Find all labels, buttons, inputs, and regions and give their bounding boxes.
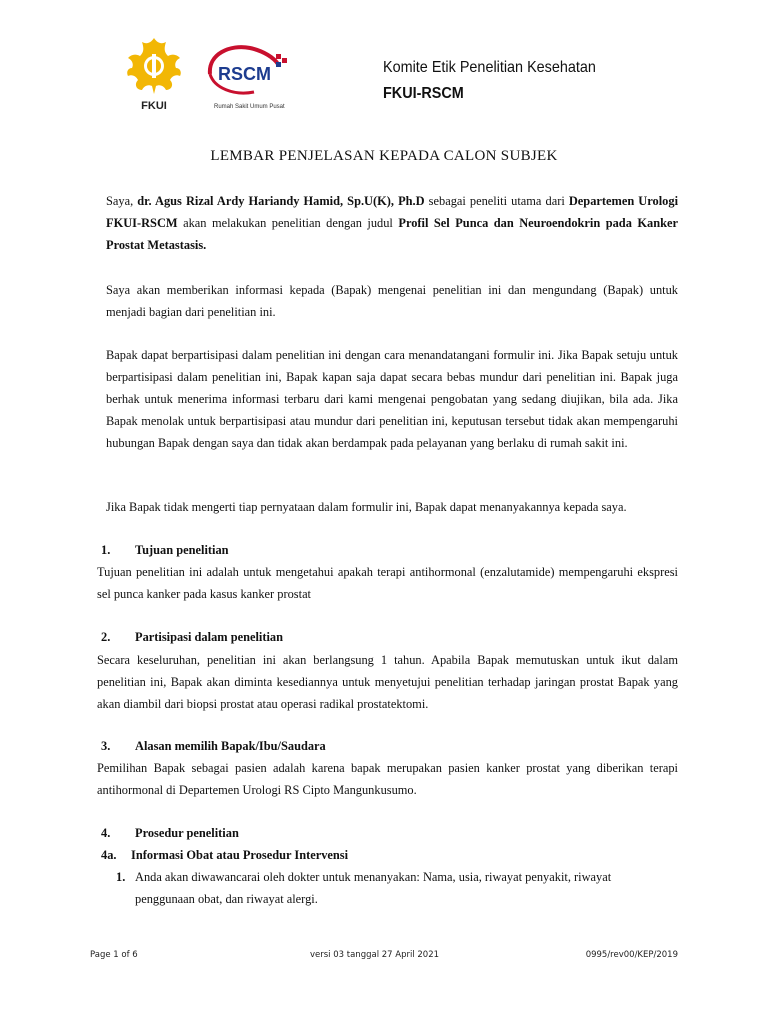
intro-paragraph-3: Bapak dapat berpartisipasi dalam penelitian ini dengan cara menandatangani formulir ini. Jika Bapak setuju untuk berpartisipasi dalam penelitian ini, Bapak kapan saja dapat secara bebas mundur dari penelitian ini. Bapak juga berhak untuk menerima informasi terbaru dari kami mengenai pengobatan yang sedang diujikan, bila ada. Jika Bapak menolak untuk berpartisipasi atau mundur dari penelitian ini, keputusan tersebut tidak akan mempengaruhi hubungan Bapak dengan saya dan tidak akan berdampak pada pelayanan yang berlaku di rumah sakit ini. [106, 348, 678, 450]
rscm-subtext: Rumah Sakit Umum Pusat [214, 104, 285, 110]
rscm-logo-text: RSCM [218, 64, 271, 84]
section-1-heading [101, 539, 229, 561]
fkui-emblem-icon [122, 34, 186, 98]
intro-paragraph-4: Jika Bapak tidak mengerti tiap pernyataan dalam formulir ini, Bapak dapat menanyakannya kepada saya. [106, 500, 627, 514]
section-2-number: 2. [101, 630, 111, 644]
section-4a-item-1-number: 1. [116, 870, 126, 884]
footer-version: versi 03 tanggal 27 April 2021 [310, 950, 440, 960]
intro-p1-mid2: akan melakukan penelitian dengan judul [177, 216, 399, 230]
section-4-heading [101, 822, 239, 844]
section-1-title: Tujuan penelitian [135, 543, 229, 557]
intro-paragraph-2: Saya akan memberikan informasi kepada (Bapak) mengenai penelitian ini dan mengundang (Bapak) untuk menjadi bagian dari penelitian ini. [106, 283, 678, 319]
section-3-number: 3. [101, 739, 111, 753]
section-4a-heading [101, 844, 348, 866]
footer-page-number: Page 1 of 6 [90, 950, 138, 960]
study-title: Profil Sel Punca dan Neuroendokrin pada Kanker Prostat Metastasis. [106, 216, 678, 252]
fkui-logo [118, 34, 190, 120]
fkui-logo-text: FKUI [141, 100, 167, 112]
committee-line-1: Komite Etik Penelitian Kesehatan [383, 59, 596, 76]
section-4a-item-1: Anda akan diwawancarai oleh dokter untuk menanyakan: Nama, usia, riwayat penyakit, riwayat penggunaan obat, dan riwayat alergi. [135, 870, 612, 906]
section-2-body: Secara keseluruhan, penelitian ini akan berlangsung 1 tahun. Apabila Bapak memutuskan untuk ikut dalam penelitian ini, Bapak akan diminta kesediannya untuk menyetujui penelitian terhadap jaringan prostat Bapak yang akan diambil dari biopsi prostat atau operasi radikal prostatektomi. [97, 653, 678, 711]
footer-document-code: 0995/rev00/KEP/2019 [585, 950, 678, 960]
section-4a-number: 4a. [101, 848, 117, 862]
section-3-body: Pemilihan Bapak sebagai pasien adalah karena bapak merupakan pasien kanker prostat yang diberikan terapi antihormonal di Departemen Urologi RS Cipto Mangunkusumo. [97, 761, 678, 797]
section-3-heading [101, 735, 326, 757]
intro-p1-pre: Saya, [106, 194, 138, 208]
section-4-number: 4. [101, 826, 111, 840]
department-name: Departemen Urologi FKUI-RSCM [106, 194, 679, 230]
section-4a-title: Informasi Obat atau Prosedur Intervensi [131, 848, 349, 862]
section-1-body: Tujuan penelitian ini adalah untuk mengetahui apakah terapi antihormonal (enzalutamide) mempengaruhi ekspresi sel punca kanker pada kasus kanker prostat [97, 565, 678, 601]
rscm-emblem-icon [204, 40, 294, 102]
page-title: LEMBAR PENJELASAN KEPADA CALON SUBJEK [210, 148, 558, 164]
section-3-title: Alasan memilih Bapak/Ibu/Saudara [135, 739, 326, 753]
committee-line-2: FKUI-RSCM [383, 85, 464, 102]
intro-p1-mid: sebagai peneliti utama dari [424, 194, 569, 208]
rscm-logo [204, 40, 314, 120]
section-1-number: 1. [101, 543, 111, 557]
section-4-title: Prosedur penelitian [135, 826, 239, 840]
section-2-title: Partisipasi dalam penelitian [135, 630, 284, 644]
committee-heading [383, 55, 620, 107]
researcher-name: dr. Agus Rizal Ardy Hariandy Hamid, Sp.U(K), Ph.D [137, 194, 425, 208]
intro-paragraph-1 [106, 190, 678, 256]
section-2-heading [101, 626, 283, 648]
